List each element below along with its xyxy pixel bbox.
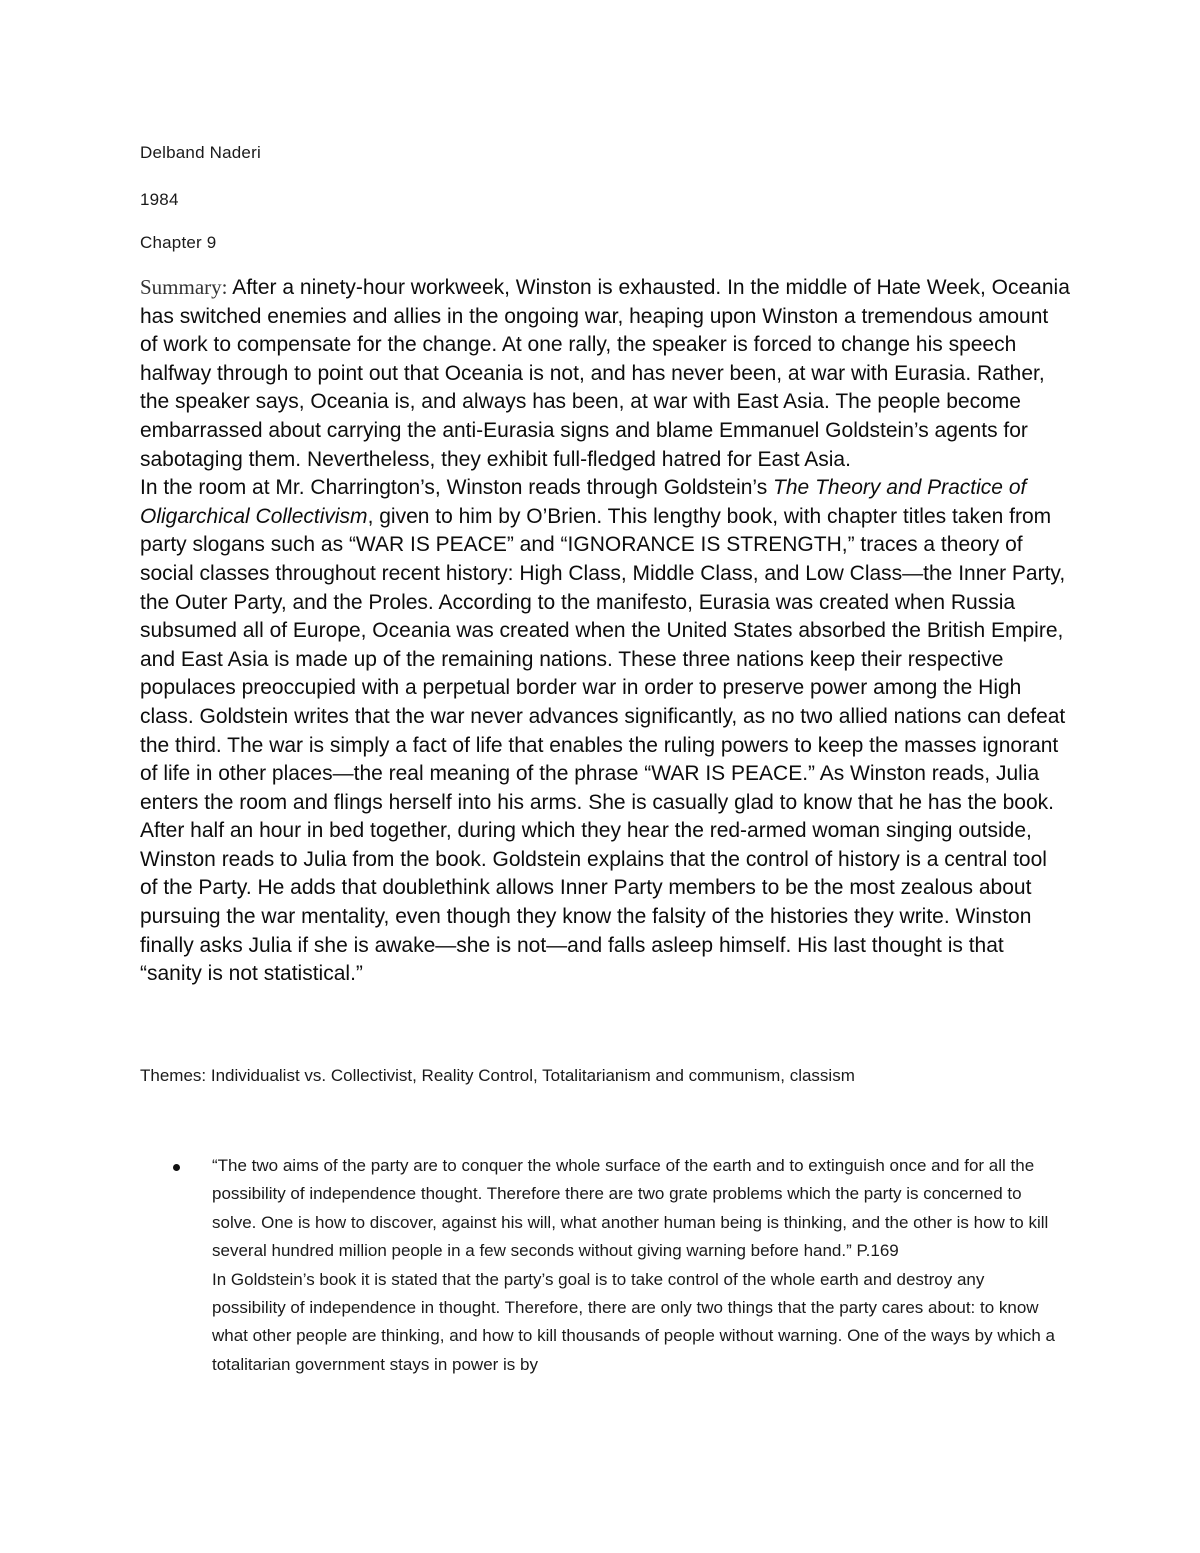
quote-text: “The two aims of the party are to conquer the whole surface of the earth and to extinguish once and for all the possibility of independence thought. Therefore there are two grate problems which the party is concerned to solve. One is how to discover, against his will, what another human being is thinking, and the other is how to kill several hundred million people in a few seconds without giving warning before hand.” P.169 xyxy=(212,1156,1049,1261)
quote-list-item xyxy=(175,1152,1055,1379)
bullet-icon xyxy=(173,1164,180,1171)
summary-paragraph-1 xyxy=(140,273,1070,474)
themes-line: Themes: Individualist vs. Collectivist, Reality Control, Totalitarianism and communism, classism xyxy=(140,1066,855,1085)
summary-section xyxy=(140,273,1070,989)
summary-paragraph-2 xyxy=(140,474,1070,989)
chapter-heading: Chapter 9 xyxy=(140,233,217,252)
author-name: Delband Naderi xyxy=(140,143,261,162)
quote-content xyxy=(212,1152,1055,1379)
summary-label: Summary: xyxy=(140,275,228,299)
summary-text-rest: , given to him by O’Brien. This lengthy book, with chapter titles taken from party slogans such as “WAR IS PEACE” and “IGNORANCE IS STRENGTH,” traces a theory of social classes throughout recent history: High Class, Middle Class, and Low Class—the Inner Party, the Outer Party, and the Proles. According to the manifesto, Eurasia was created when Russia subsumed all of Europe, Oceania was created when the United States absorbed the British Empire, and East Asia is made up of the remaining nations. These three nations keep their respective populaces preoccupied with a perpetual border war in order to preserve power among the High class. Goldstein writes that the war never advances significantly, as no two allied nations can defeat the third. The war is simply a fact of life that enables the ruling powers to keep the masses ignorant of life in other places—the real meaning of the phrase “WAR IS PEACE.” As Winston reads, Julia enters the room and flings herself into his arms. She is casually glad to know that he has the book. After half an hour in bed together, during which they hear the red-armed woman singing outside, Winston reads to Julia from the book. Goldstein explains that the control of history is a central tool of the Party. He adds that doublethink allows Inner Party members to be the most zealous about pursuing the war mentality, even though they know the falsity of the histories they write. Winston finally asks Julia if she is awake—she is not—and falls asleep himself. His last thought is that “sanity is not statistical.” xyxy=(140,504,1066,986)
summary-text-start: In the room at Mr. Charrington’s, Winston reads through Goldstein’s xyxy=(140,476,774,500)
summary-text: After a ninety-hour workweek, Winston is exhausted. In the middle of Hate Week, Oceania has switched enemies and allies in the ongoing war, heaping upon Winston a tremendous amount of work to compensate for the change. At one rally, the speaker is forced to change his speech halfway through to point out that Oceania is not, and has never been, at war with Eurasia. Rather, the speaker says, Oceania is, and always has been, at war with East Asia. The people become embarrassed about carrying the anti-Eurasia signs and blame Emmanuel Goldstein’s agents for sabotaging them. Nevertheless, they exhibit full-fledged hatred for East Asia. xyxy=(140,276,1070,471)
book-title-italic: The Theory and Practice of Oligarchical Collectivism xyxy=(140,476,1027,528)
book-title-line: 1984 xyxy=(140,190,179,209)
quote-analysis: In Goldstein’s book it is stated that the party’s goal is to take control of the whole earth and destroy any possibility of independence in thought. Therefore, there are only two things that the party cares about: to know what other people are thinking, and how to kill thousands of people without warning. One of the ways by which a totalitarian government stays in power is by xyxy=(212,1269,1055,1374)
